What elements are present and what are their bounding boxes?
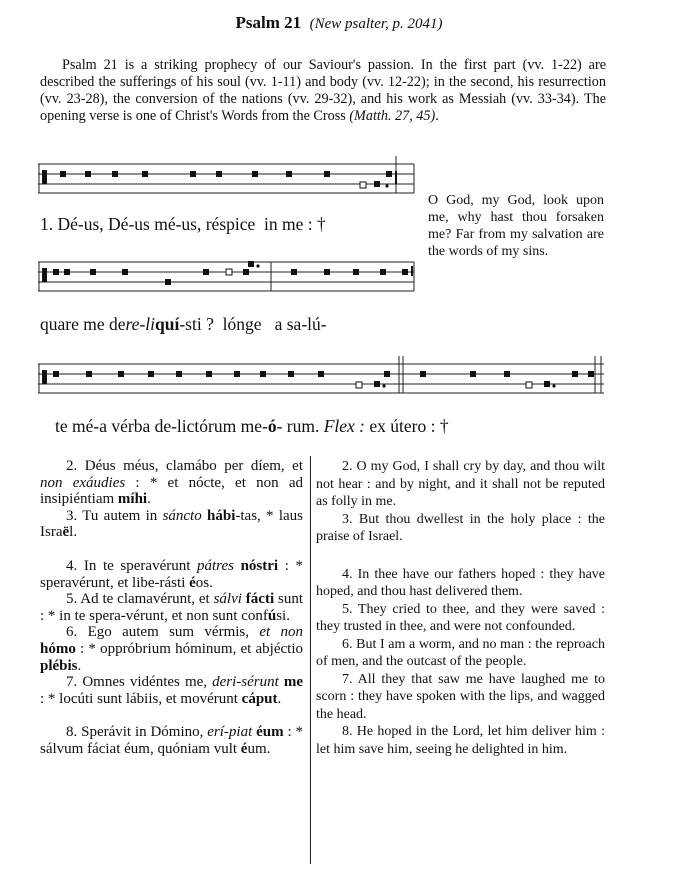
verse-text: ë: [62, 524, 70, 541]
verse-text: deri-sérunt: [212, 674, 279, 691]
verse-text: me: [283, 674, 304, 691]
verse-text: : * sálvum fáciat éum, quóniam vult: [40, 724, 304, 757]
english-verse: 5. They cried to thee, and they were saved : they trusted in thee, and were not confounded.: [316, 601, 605, 634]
chant-lyric-line-1: 1. Dé-us, Dé-us mé-us, réspice in me : †: [40, 214, 326, 234]
chant-staff-1: [38, 154, 418, 196]
english-verse: 4. In thee have our fathers hoped : they have hoped, and thou hast delivered them.: [316, 566, 605, 599]
verse-text: sálvi: [213, 591, 242, 608]
verse-text: fácti: [245, 591, 275, 608]
page-title: [0, 12, 678, 35]
latin-verse: [40, 558, 303, 591]
verse-text: cáput: [241, 690, 278, 707]
verse-text: pátres: [197, 557, 234, 574]
verse-text: : * locúti sunt lábiis, et movérunt: [40, 690, 242, 707]
verse-text: ú: [267, 607, 277, 624]
verse-text: l.: [69, 524, 78, 541]
english-verse: 8. He hoped in the Lord, let him deliver him : let him save him, seeing he delighted in him.: [316, 724, 605, 757]
verse-text: é: [189, 574, 196, 591]
chant-staff-2: [38, 254, 418, 294]
latin-verses: [40, 458, 303, 758]
chant-translation: O God, my God, look upon me, why hast thou forsaken me? Far from my salvation are the words of my sins.: [428, 193, 604, 259]
verse-text: et non: [259, 624, 303, 641]
psalm-title: Psalm 21: [235, 13, 302, 32]
verse-text: .: [277, 690, 282, 707]
english-verse: 3. But thou dwellest in the holy place : the praise of Israel.: [316, 511, 605, 544]
verse-text: 7. Omnes vidéntes me,: [66, 674, 213, 691]
latin-verse: [40, 591, 303, 624]
verse-text: míhi: [117, 491, 148, 508]
verse-text: 8. Sperávit in Dómino,: [66, 724, 208, 741]
latin-verse: [40, 458, 303, 508]
verse-text: 2. Déus méus, clamábo per díem, et: [66, 458, 303, 474]
english-verse: 2. O my God, I shall cry by day, and thou wilt not hear : and by night, and it shall not be reputed as folly in me.: [316, 459, 605, 509]
verse-text: os.: [195, 574, 213, 591]
verse-text: nóstri: [240, 557, 279, 574]
verse-text: um.: [247, 740, 271, 757]
verse-text: hábi: [207, 507, 236, 524]
latin-verse: [40, 674, 303, 707]
column-divider: [310, 456, 311, 864]
verse-text: .: [77, 657, 82, 674]
latin-verse: [40, 508, 303, 541]
verse-gap: [40, 541, 303, 558]
intro-citation: (Matth. 27, 45): [349, 108, 436, 124]
english-verse: 7. All they that saw me have laughed me to scorn : they have spoken with the lips, and wagged the head.: [316, 671, 605, 722]
verse-text: éum: [256, 724, 284, 741]
verse-text: erí-piat: [207, 724, 253, 741]
verse-text: hómo: [40, 640, 76, 657]
english-verses: [316, 458, 605, 758]
verse-text: : * speravérunt, et libe-rásti: [40, 557, 303, 591]
verse-text: .: [147, 491, 151, 508]
psalter-reference: (New psalter, p. 2041): [309, 16, 443, 32]
verse-gap: [316, 546, 605, 566]
verse-text: sunt : * in te spera-vérunt, et non sunt conf: [40, 591, 303, 624]
verse-text: 5. Ad te clamavérunt, et: [66, 591, 214, 608]
verse-text: non exáudies: [40, 474, 126, 491]
intro-paragraph: [40, 57, 606, 125]
verse-text: 3. Tu autem in: [66, 507, 163, 524]
verse-gap: [40, 707, 303, 724]
verse-text: si.: [276, 607, 290, 624]
verse-text: : * oppróbrium hóminum, et abjéctio: [75, 640, 303, 657]
verse-text: 6. Ego autem sum vérmis,: [66, 624, 260, 641]
verse-text: 4. In te speravérunt: [66, 557, 198, 574]
chant-staff-3: [38, 354, 608, 396]
verse-text: [234, 558, 241, 574]
latin-verse: [40, 624, 303, 674]
verse-text: -tas, * laus Isra: [40, 507, 304, 541]
intro-end: .: [435, 108, 439, 124]
verse-text: sáncto: [162, 507, 202, 524]
verse-text: plébis: [40, 657, 78, 674]
intro-text: Psalm 21 is a striking prophecy of our Saviour's passion. In the first part (vv. 1-22) are described the sufferings of his soul (vv. 1-11) and body (vv. 12-22); in the second, his resurrection (vv. 23-28), the conversion of the nations (vv. 29-32), and his work as Messiah (vv. 33-34). The opening verse is one of Christ's Words from the Cross: [40, 57, 606, 124]
verse-text: é: [240, 740, 248, 757]
chant-lyric-line-2: quare me dere-liquí-sti ? lónge a sa-lú-: [40, 314, 327, 334]
english-verse: 6. But I am a worm, and no man : the reproach of men, and the outcast of the people.: [316, 636, 605, 669]
chant-lyric-line-3: te mé-a vérba de-lictórum me-ó- rum. Flex : ex útero : †: [55, 416, 449, 436]
verse-text: : * et nócte, et non ad insipiéntiam: [40, 474, 303, 508]
latin-verse: [40, 724, 303, 757]
